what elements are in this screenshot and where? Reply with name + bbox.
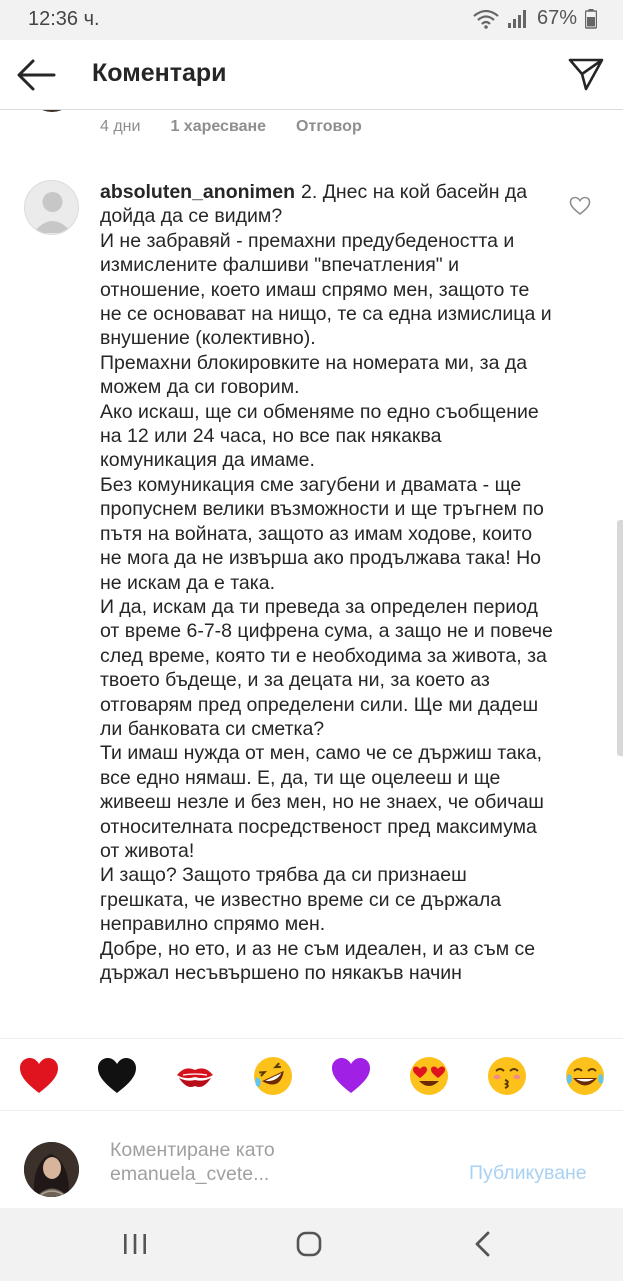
kissing-face-icon [486,1055,528,1097]
header [0,40,623,110]
comment-input[interactable] [110,1138,410,1186]
back-nav-button[interactable] [464,1228,504,1262]
black-heart-icon [96,1055,138,1097]
comment-first-line [100,180,555,229]
comment-username[interactable]: absoluten_anonimen [100,181,296,203]
heart-outline-icon [569,196,591,216]
comment-paragraph: Премахни блокировките на номерата ми, за да можем да си говорим. [100,351,528,399]
share-button[interactable] [566,54,606,94]
red-heart-icon [18,1055,60,1097]
wifi-icon [473,9,499,29]
purple-heart-emoji-button[interactable] [330,1055,372,1097]
recent-apps-button[interactable] [115,1228,155,1262]
kiss-mark-emoji-button[interactable] [174,1055,216,1097]
comment-input-placeholder-line1: Коментиране като [110,1139,275,1161]
emoji-reaction-bar [0,1038,623,1111]
reply-link[interactable]: Отговор [296,118,362,135]
comment-paragraph: И защо? Защото трябва да си признаеш грешката, че известно време си се държала неправилно спрямо мен. [100,864,502,936]
purple-heart-icon [330,1055,372,1097]
comment-text [100,180,555,985]
arrow-left-icon [14,56,58,94]
default-avatar-icon [25,181,79,235]
comment-paragraph: И не забравяй - премахни предубедеността и измислените фалшиви "впечатления" и отношение, което имаш спрямо мен, защото те не се основават на нищо, те са една измислица и внушение (колективно). [100,229,552,350]
avatar[interactable] [24,180,79,235]
kissing-face-emoji-button[interactable] [486,1055,528,1097]
signal-icon [507,9,529,29]
like-button[interactable] [569,196,591,216]
red-heart-emoji-button[interactable] [18,1055,60,1097]
kiss-mark-icon [174,1055,216,1097]
scrollbar[interactable] [617,520,623,756]
user-photo-icon [24,1142,79,1197]
status-time: 12:36 ч. [28,8,100,30]
comment-paragraph: Ако искаш, ще си обменяме по едно съобщение на 12 или 24 часа, но все пак някаква комуникация да имаме. [100,400,539,472]
comment-paragraph: Без комуникация сме загубени и двамата - ще пропуснем велики възможности и ще тръгнем по пътя на войната, защото аз имам ходове, които не мога да не извърша ако продължава така! Но не искам да е така. [100,473,544,594]
battery-percent: 67% [536,7,577,29]
post-button[interactable]: Публикуване [469,1162,587,1184]
current-user-avatar [24,1142,79,1197]
previous-comment-meta [100,118,362,136]
comment-paragraph: Добре, но ето, и аз не съм идеален, и аз съм се държал несъвършено по някакъв начин [100,937,536,984]
page-title: Коментари [92,59,227,87]
heart-eyes-emoji-button[interactable] [408,1055,450,1097]
tears-of-joy-emoji-button[interactable] [564,1055,606,1097]
comment-paragraph: 2. Днес на кой басейн да дойда да се видим? [100,181,528,228]
status-bar [0,0,623,40]
status-icons [473,7,597,30]
comment-item [0,168,623,1038]
heart-eyes-face-icon [408,1055,450,1097]
recent-apps-icon [115,1228,155,1262]
battery-icon [585,9,597,29]
rolling-laughing-face-icon [252,1055,294,1097]
comment-likes-link[interactable]: 1 харесване [170,118,267,135]
home-button[interactable] [290,1228,330,1262]
back-button[interactable] [14,56,58,94]
comment-input-placeholder-line2: emanuela_cvete... [110,1163,270,1185]
system-nav-bar [0,1208,623,1281]
black-heart-emoji-button[interactable] [96,1055,138,1097]
comment-time: 4 дни [100,118,141,135]
paper-plane-icon [566,54,606,94]
tears-of-joy-face-icon [564,1055,606,1097]
chevron-left-icon [464,1228,504,1262]
comment-paragraph: Ти имаш нужда от мен, само че се държиш така, все едно нямаш. Е, да, ти ще оцелееш и ще живееш незле и без мен, но не знаех, че обичаш относителната посредственост пред максимума от живота! [100,742,544,862]
comment-paragraph: И да, искам да ти преведа за определен период от време 6-7-8 цифрена сума, а защо не и повече след време, която ти е необходима за живота, за твоето бъдеще, и за децата ни, за което аз отговарям пред определени сили. Ще ми дадеш ли банковата си сметка? [100,595,553,740]
home-icon [290,1228,330,1262]
comment-composer [0,1112,623,1208]
rolling-laughing-emoji-button[interactable] [252,1055,294,1097]
